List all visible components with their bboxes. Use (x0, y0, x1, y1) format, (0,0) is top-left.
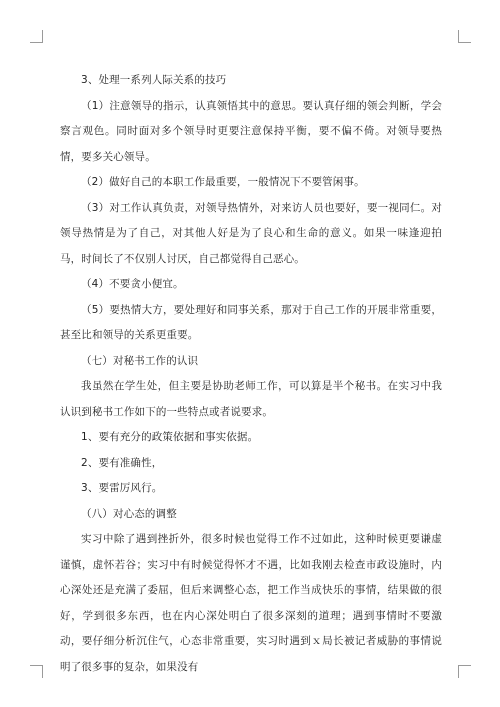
list-item: 1、要有充分的政策依据和事实依据。 (81, 431, 259, 443)
list-item: 2、要有准确性， (81, 456, 163, 469)
paragraph: （4）不要贪小便宜。 (81, 278, 184, 290)
paragraph: （2）做好自己的本职工作最重要，一般情况下不要管闲事。 (81, 176, 365, 188)
page-corner-mark-bottom-left (30, 665, 43, 678)
paragraph: （5）要热情大方，要处理好和同事关系，那对于自己工作的开展非常重要，甚至比和领导的关系更重要。 (60, 303, 442, 341)
page-corner-mark-top-right (458, 30, 471, 43)
section-heading: 3、处理一系列人际关系的技巧 (81, 74, 227, 86)
page-corner-mark-top-left (30, 30, 43, 43)
section-heading: （七）对秘书工作的认识 (81, 354, 199, 367)
paragraph: （1）注意领导的指示，认真领悟其中的意思。要认真仔细的领会判断，学会察言观色。同时面对多个领导时更要注意保持平衡，要不偏不倚。对领导要热情，要多关心领导。 (60, 99, 442, 163)
list-item: 3、要雷厉风行。 (81, 482, 163, 494)
paragraph: 我虽然在学生处，但主要是协助老师工作，可以算是半个秘书。在实习中我认识到秘书工作如下的一些特点或者说要求。 (60, 380, 442, 418)
paragraph: 实习中除了遇到挫折外，很多时候也觉得工作不过如此，这种时候更要谦虚谨慎，虚怀若谷；实习中有时候觉得怀才不遇，比如我刚去检查市政设施时，内心深处还是充满了委屈，但后来调整心态，把工作当成快乐的事情，结果做的很好，学到很多东西，也在内心深处明白了很多深刻的道理；遇到事情时不要激动，要仔细分析沉住气，心态非常重要，实习时遇到ｘ局长被记者威胁的事情说明了很多事的复杂，如果没有 (60, 533, 442, 673)
section-heading: （八）对心态的调整 (81, 507, 177, 520)
page-corner-mark-bottom-right (458, 665, 471, 678)
paragraph: （3）对工作认真负责，对领导热情外，对来访人员也要好，要一视同仁。对领导热情是为了自己，对其他人好是为了良心和生命的意义。如果一味逢迎拍马，时间长了不仅别人讨厌，自己都觉得自己恶心。 (60, 201, 442, 265)
document-body (60, 68, 442, 680)
